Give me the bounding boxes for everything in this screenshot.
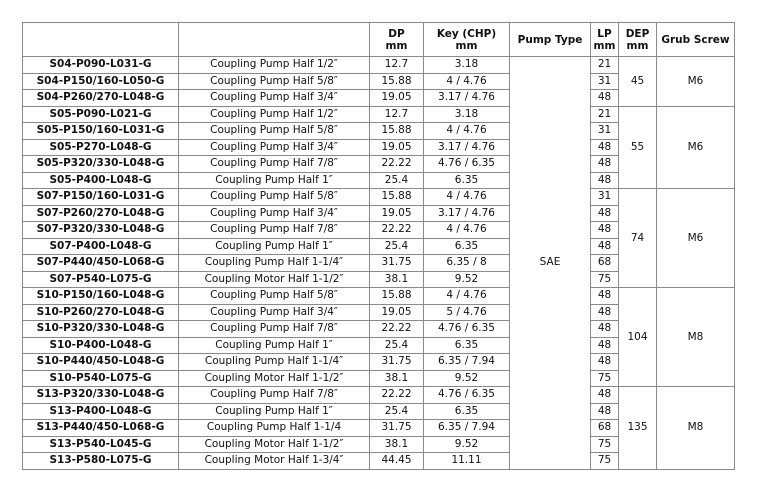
description-cell: Coupling Pump Half 1/2″ [179,106,370,123]
dp-cell: 22.22 [370,156,424,173]
key-cell: 4 / 4.76 [424,288,510,305]
description-cell: Coupling Pump Half 1″ [179,172,370,189]
key-cell: 6.35 / 7.94 [424,420,510,437]
part-code-cell: S07-P400-L048-G [23,238,179,255]
description-cell: Coupling Pump Half 3/4″ [179,205,370,222]
header-key [424,23,510,57]
description-cell: Coupling Pump Half 3/4″ [179,139,370,156]
header-blank-desc [179,23,370,57]
lp-cell: 21 [591,106,619,123]
part-code-cell: S10-P440/450-L048-G [23,354,179,371]
description-cell: Coupling Motor Half 1-1/2″ [179,271,370,288]
lp-cell: 31 [591,73,619,90]
key-cell: 3.18 [424,57,510,74]
description-cell: Coupling Pump Half 1-1/4″ [179,354,370,371]
table-row [23,387,735,404]
grub-screw-cell: M6 [657,106,735,189]
grub-screw-cell: M8 [657,288,735,387]
header-key-label: Key (CHP) mm [436,27,497,52]
key-cell: 4 / 4.76 [424,123,510,140]
description-cell: Coupling Pump Half 5/8″ [179,73,370,90]
description-cell: Coupling Pump Half 7/8″ [179,321,370,338]
key-cell: 6.35 [424,337,510,354]
part-code-cell: S13-P580-L075-G [23,453,179,470]
part-code-cell: S07-P540-L075-G [23,271,179,288]
lp-cell: 48 [591,156,619,173]
table-row [23,106,735,123]
description-cell: Coupling Pump Half 3/4″ [179,90,370,107]
part-code-cell: S05-P320/330-L048-G [23,156,179,173]
part-code-cell: S05-P400-L048-G [23,172,179,189]
lp-cell: 48 [591,172,619,189]
lp-cell: 48 [591,321,619,338]
grub-screw-cell: M6 [657,189,735,288]
key-cell: 3.17 / 4.76 [424,90,510,107]
key-cell: 9.52 [424,370,510,387]
dep-cell: 74 [619,189,657,288]
key-cell: 6.35 [424,403,510,420]
description-cell: Coupling Motor Half 1-1/2″ [179,370,370,387]
lp-cell: 75 [591,271,619,288]
part-code-cell: S07-P320/330-L048-G [23,222,179,239]
lp-cell: 48 [591,90,619,107]
grub-screw-cell: M8 [657,387,735,470]
key-cell: 6.35 [424,238,510,255]
key-cell: 4 / 4.76 [424,189,510,206]
dp-cell: 19.05 [370,139,424,156]
dep-cell: 45 [619,57,657,107]
description-cell: Coupling Pump Half 1″ [179,238,370,255]
part-code-cell: S13-P440/450-L068-G [23,420,179,437]
lp-cell: 48 [591,222,619,239]
part-code-cell: S10-P260/270-L048-G [23,304,179,321]
key-cell: 6.35 [424,172,510,189]
dp-cell: 25.4 [370,337,424,354]
description-cell: Coupling Pump Half 5/8″ [179,288,370,305]
dp-cell: 19.05 [370,304,424,321]
key-cell: 6.35 / 7.94 [424,354,510,371]
lp-cell: 75 [591,453,619,470]
part-code-cell: S13-P540-L045-G [23,436,179,453]
header-pump-type-label: Pump Type [517,33,583,46]
dp-cell: 15.88 [370,189,424,206]
lp-cell: 48 [591,387,619,404]
key-cell: 9.52 [424,436,510,453]
spec-table-container [22,22,735,470]
description-cell: Coupling Pump Half 7/8″ [179,222,370,239]
description-cell: Coupling Pump Half 7/8″ [179,156,370,173]
key-cell: 3.17 / 4.76 [424,205,510,222]
dp-cell: 12.7 [370,57,424,74]
part-code-cell: S05-P090-L021-G [23,106,179,123]
lp-cell: 48 [591,337,619,354]
dp-cell: 15.88 [370,123,424,140]
lp-cell: 75 [591,370,619,387]
lp-cell: 31 [591,189,619,206]
dp-cell: 12.7 [370,106,424,123]
description-cell: Coupling Pump Half 1/2″ [179,57,370,74]
header-row [23,23,735,57]
part-code-cell: S10-P320/330-L048-G [23,321,179,338]
lp-cell: 21 [591,57,619,74]
part-code-cell: S04-P090-L031-G [23,57,179,74]
coupling-spec-table [22,22,735,470]
header-dep-label: DEP mm [625,27,650,52]
key-cell: 11.11 [424,453,510,470]
header-dp [370,23,424,57]
description-cell: Coupling Pump Half 7/8″ [179,387,370,404]
header-dep [619,23,657,57]
grub-screw-cell: M6 [657,57,735,107]
description-cell: Coupling Motor Half 1-1/2″ [179,436,370,453]
dp-cell: 38.1 [370,436,424,453]
lp-cell: 48 [591,403,619,420]
lp-cell: 75 [591,436,619,453]
lp-cell: 48 [591,238,619,255]
lp-cell: 48 [591,205,619,222]
dp-cell: 38.1 [370,271,424,288]
table-body [23,57,735,470]
lp-cell: 48 [591,139,619,156]
dep-cell: 104 [619,288,657,387]
key-cell: 4 / 4.76 [424,73,510,90]
dp-cell: 25.4 [370,238,424,255]
key-cell: 6.35 / 8 [424,255,510,272]
key-cell: 4 / 4.76 [424,222,510,239]
key-cell: 4.76 / 6.35 [424,321,510,338]
part-code-cell: S07-P150/160-L031-G [23,189,179,206]
table-row [23,288,735,305]
part-code-cell: S05-P150/160-L031-G [23,123,179,140]
part-code-cell: S13-P400-L048-G [23,403,179,420]
dep-cell: 135 [619,387,657,470]
description-cell: Coupling Pump Half 1″ [179,337,370,354]
key-cell: 4.76 / 6.35 [424,156,510,173]
part-code-cell: S10-P540-L075-G [23,370,179,387]
part-code-cell: S05-P270-L048-G [23,139,179,156]
header-lp-label: LP mm [593,27,616,52]
description-cell: Coupling Motor Half 1-3/4″ [179,453,370,470]
lp-cell: 68 [591,420,619,437]
dp-cell: 22.22 [370,387,424,404]
part-code-cell: S10-P400-L048-G [23,337,179,354]
part-code-cell: S10-P150/160-L048-G [23,288,179,305]
lp-cell: 31 [591,123,619,140]
description-cell: Coupling Pump Half 1″ [179,403,370,420]
part-code-cell: S13-P320/330-L048-G [23,387,179,404]
header-grub-label: Grub Screw [661,33,730,46]
description-cell: Coupling Pump Half 1-1/4″ [179,255,370,272]
lp-cell: 48 [591,304,619,321]
description-cell: Coupling Pump Half 5/8″ [179,123,370,140]
part-code-cell: S07-P260/270-L048-G [23,205,179,222]
key-cell: 3.18 [424,106,510,123]
description-cell: Coupling Pump Half 3/4″ [179,304,370,321]
header-blank-code [23,23,179,57]
lp-cell: 48 [591,288,619,305]
dp-cell: 38.1 [370,370,424,387]
dp-cell: 44.45 [370,453,424,470]
dp-cell: 25.4 [370,172,424,189]
dp-cell: 31.75 [370,354,424,371]
key-cell: 3.17 / 4.76 [424,139,510,156]
table-row [23,189,735,206]
dp-cell: 15.88 [370,288,424,305]
dp-cell: 22.22 [370,222,424,239]
part-code-cell: S07-P440/450-L068-G [23,255,179,272]
part-code-cell: S04-P260/270-L048-G [23,90,179,107]
dp-cell: 31.75 [370,420,424,437]
description-cell: Coupling Pump Half 1-1/4 [179,420,370,437]
description-cell: Coupling Pump Half 5/8″ [179,189,370,206]
lp-cell: 48 [591,354,619,371]
lp-cell: 68 [591,255,619,272]
dp-cell: 22.22 [370,321,424,338]
dep-cell: 55 [619,106,657,189]
header-lp [591,23,619,57]
part-code-cell: S04-P150/160-L050-G [23,73,179,90]
header-pump-type [510,23,591,57]
header-dp-label: DP mm [385,27,408,52]
header-grub-screw [657,23,735,57]
dp-cell: 15.88 [370,73,424,90]
key-cell: 9.52 [424,271,510,288]
dp-cell: 31.75 [370,255,424,272]
dp-cell: 19.05 [370,90,424,107]
pump-type-cell: SAE [510,57,591,470]
key-cell: 4.76 / 6.35 [424,387,510,404]
key-cell: 5 / 4.76 [424,304,510,321]
dp-cell: 19.05 [370,205,424,222]
table-row [23,57,735,74]
dp-cell: 25.4 [370,403,424,420]
